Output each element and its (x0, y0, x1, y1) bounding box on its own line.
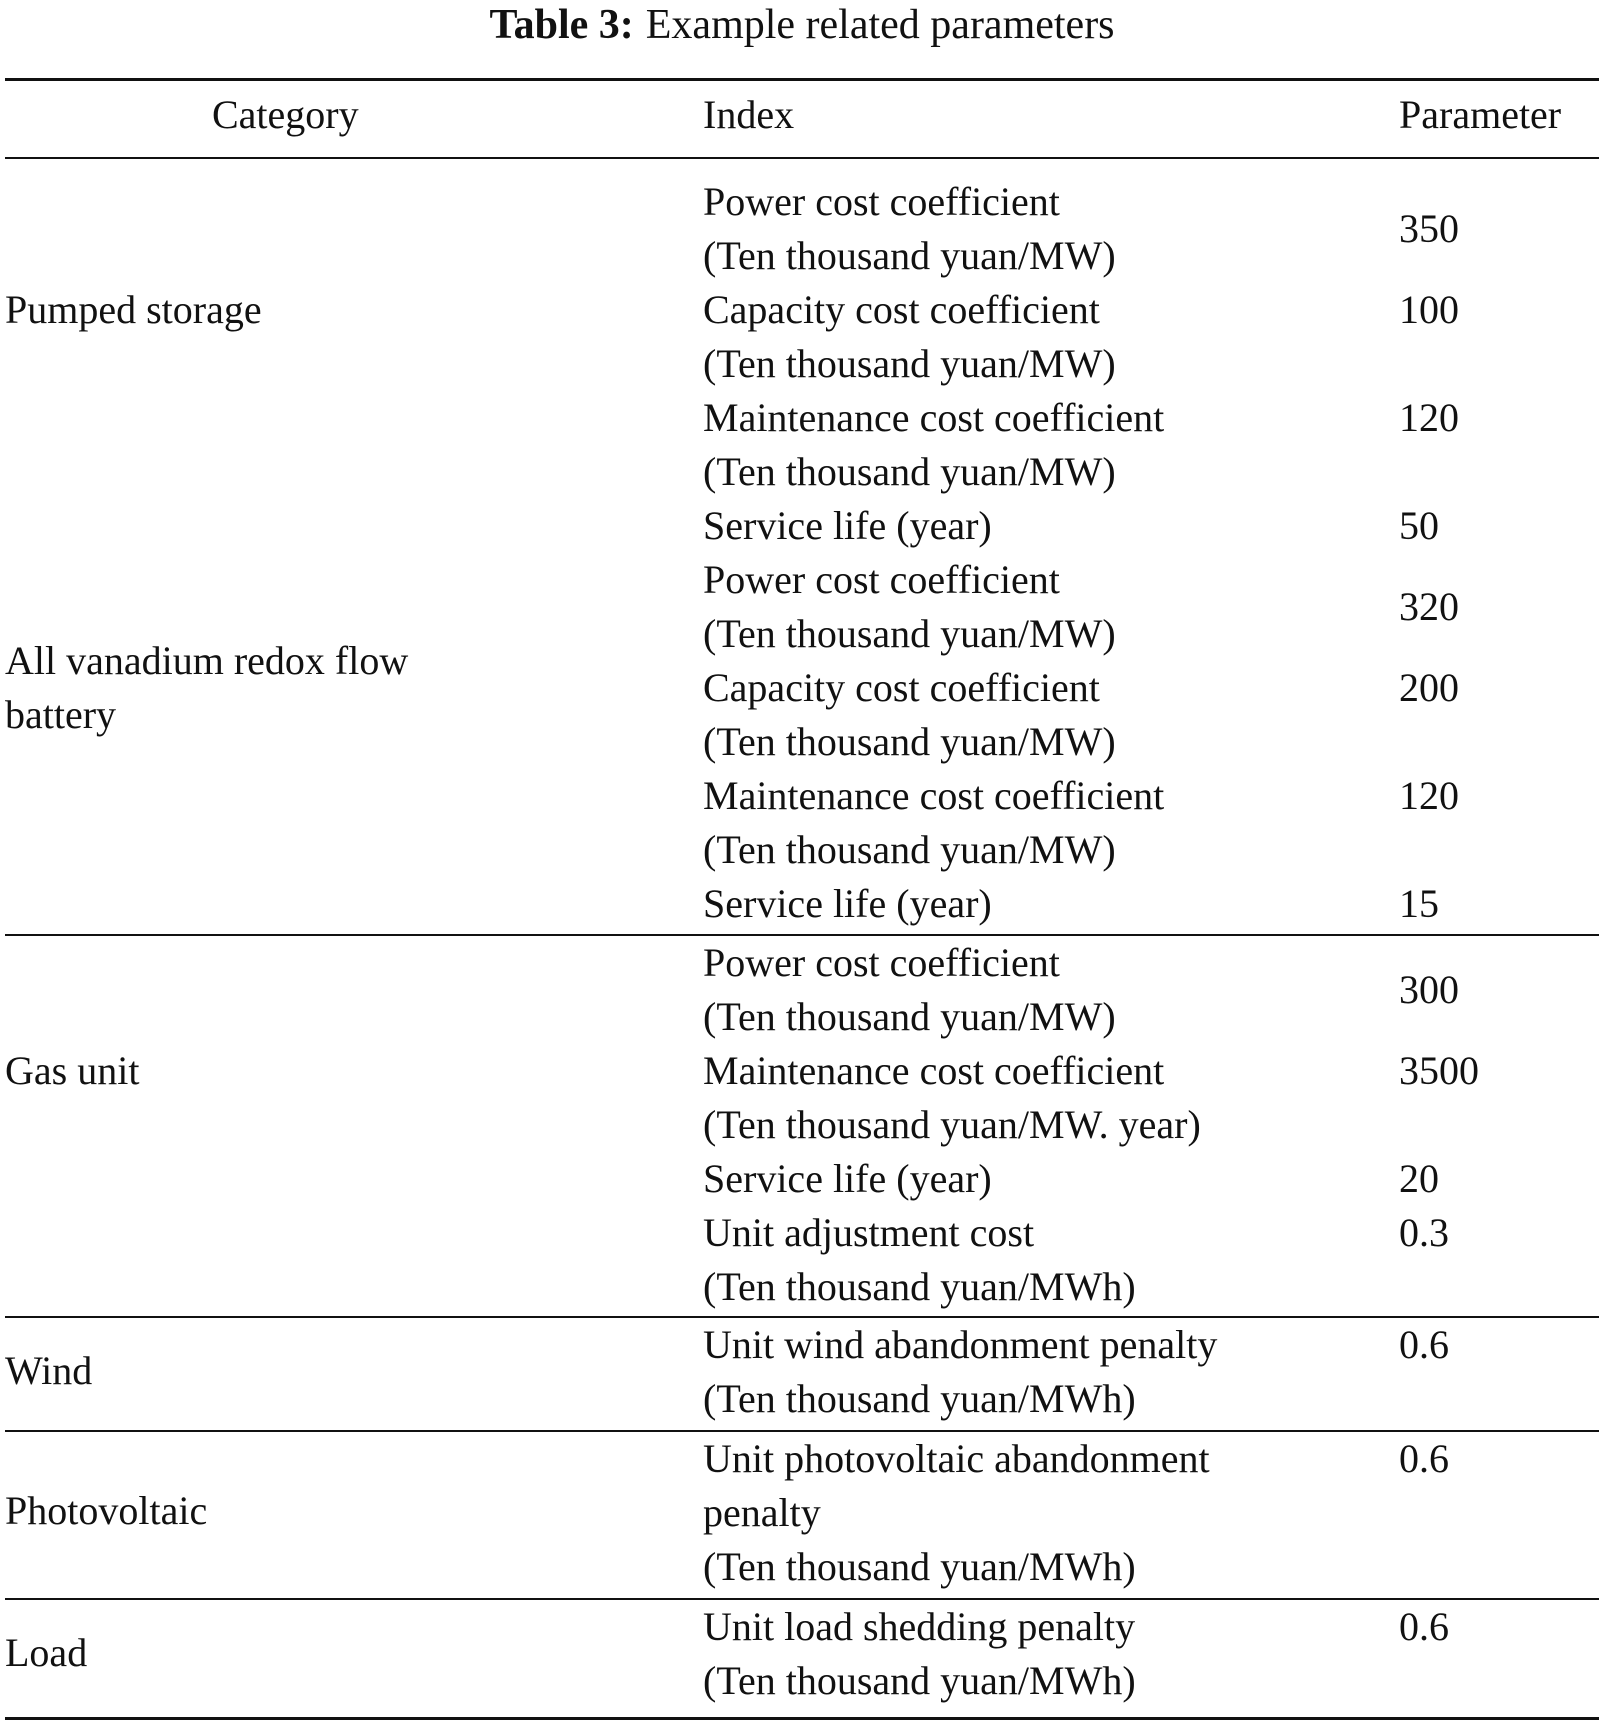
index-line: (Ten thousand yuan/MW) (703, 449, 1116, 494)
index-line: Power cost coefficient (703, 557, 1060, 602)
header-parameter: Parameter (1399, 92, 1562, 137)
table-caption-label: Table 3: (489, 2, 634, 48)
index-line: Unit wind abandonment penalty (703, 1322, 1218, 1367)
table-caption-text: Example related parameters (645, 2, 1115, 48)
table-caption (0, 0, 1604, 52)
index-line: (Ten thousand yuan/MWh) (703, 1544, 1136, 1589)
parameter-value: 120 (1399, 395, 1459, 440)
category-wind: Wind (5, 1348, 93, 1393)
index-line: Unit photovoltaic abandonment (703, 1436, 1210, 1481)
index-line: (Ten thousand yuan/MW) (703, 719, 1116, 764)
index-line: Power cost coefficient (703, 179, 1060, 224)
top-rule (5, 78, 1599, 81)
parameter-value: 0.6 (1399, 1322, 1449, 1367)
header-category: Category (212, 92, 359, 137)
parameter-value: 15 (1399, 881, 1439, 926)
index-line: (Ten thousand yuan/MW) (703, 827, 1116, 872)
index-line: (Ten thousand yuan/MW) (703, 233, 1116, 278)
index-line: (Ten thousand yuan/MW) (703, 341, 1116, 386)
parameter-value: 50 (1399, 503, 1439, 548)
index-line: (Ten thousand yuan/MW. year) (703, 1102, 1201, 1147)
header-rule (5, 157, 1599, 159)
index-line: Service life (year) (703, 1156, 992, 1201)
index-line: Service life (year) (703, 881, 992, 926)
parameter-value: 0.3 (1399, 1210, 1449, 1255)
category-gas-unit: Gas unit (5, 1048, 140, 1093)
parameter-value: 0.6 (1399, 1436, 1449, 1481)
parameter-value: 0.6 (1399, 1604, 1449, 1649)
index-line: Unit adjustment cost (703, 1210, 1035, 1255)
category-pumped-storage: Pumped storage (5, 287, 262, 332)
index-line: (Ten thousand yuan/MWh) (703, 1376, 1136, 1421)
index-line: Unit load shedding penalty (703, 1604, 1136, 1649)
index-line: Maintenance cost coefficient (703, 1048, 1165, 1093)
parameter-value: 300 (1399, 967, 1459, 1012)
index-line: Capacity cost coefficient (703, 287, 1100, 332)
category-vanadium-battery: All vanadium redox flow (5, 638, 409, 683)
category-load: Load (5, 1630, 88, 1675)
index-line: Capacity cost coefficient (703, 665, 1100, 710)
index-line: Service life (year) (703, 503, 992, 548)
parameter-value: 320 (1399, 584, 1459, 629)
index-line: Power cost coefficient (703, 940, 1060, 985)
index-line: (Ten thousand yuan/MWh) (703, 1264, 1136, 1309)
parameter-value: 200 (1399, 665, 1459, 710)
category-vanadium-battery: battery (5, 692, 117, 737)
header-index: Index (703, 92, 795, 137)
parameter-value: 3500 (1399, 1048, 1479, 1093)
index-line: penalty (703, 1490, 821, 1535)
parameter-value: 20 (1399, 1156, 1439, 1201)
parameter-value: 350 (1399, 206, 1459, 251)
index-line: (Ten thousand yuan/MW) (703, 994, 1116, 1039)
index-line: (Ten thousand yuan/MW) (703, 611, 1116, 656)
parameter-value: 100 (1399, 287, 1459, 332)
index-line: (Ten thousand yuan/MWh) (703, 1658, 1136, 1703)
index-line: Maintenance cost coefficient (703, 773, 1165, 818)
index-line: Maintenance cost coefficient (703, 395, 1165, 440)
bottom-rule (5, 1717, 1599, 1720)
parameter-value: 120 (1399, 773, 1459, 818)
category-photovoltaic: Photovoltaic (5, 1488, 208, 1533)
